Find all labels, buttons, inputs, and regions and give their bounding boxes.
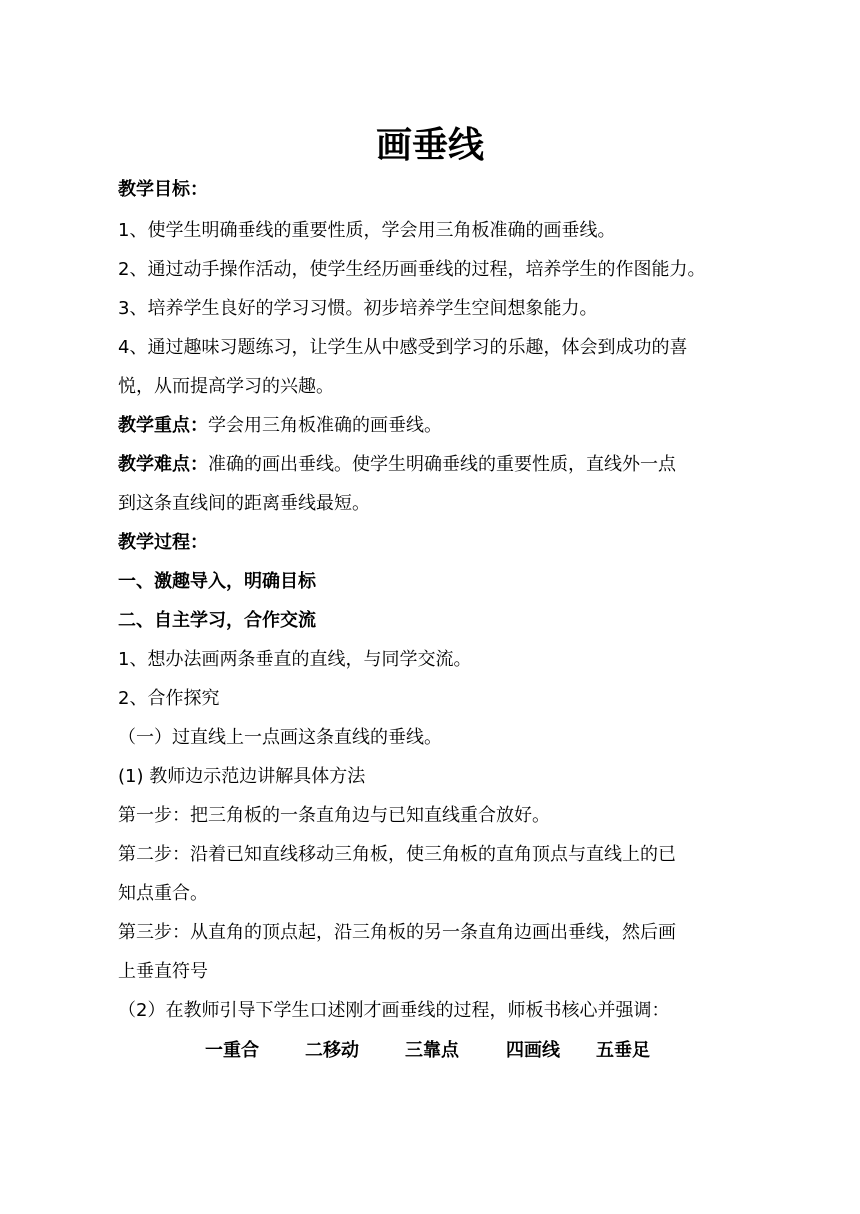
process-line: 上垂直符号 — [118, 961, 208, 982]
objective-item: 悦，从而提高学习的兴趣。 — [118, 376, 334, 397]
step-item: 四画线 — [506, 1040, 560, 1061]
difficulty-label: 教学难点： — [118, 454, 208, 475]
page-title: 画垂线 — [375, 125, 484, 166]
process-line: 第三步：从直角的顶点起，沿三角板的另一条直角边画出垂线，然后画 — [118, 922, 676, 943]
process-heading: 教学过程： — [118, 532, 208, 553]
objectives-heading: 教学目标： — [118, 179, 208, 200]
difficulty-text: 准确的画出垂线。使学生明确垂线的重要性质，直线外一点 — [208, 454, 676, 475]
key-point-label: 教学重点： — [118, 415, 208, 436]
process-line: （2）在教师引导下学生口述刚才画垂线的过程，师板书核心并强调： — [118, 1000, 670, 1021]
objective-item: 4、通过趣味习题练习，让学生从中感受到学习的乐趣，体会到成功的喜 — [118, 337, 688, 358]
difficulty-text-continued: 到这条直线间的距离垂线最短。 — [118, 493, 370, 514]
difficulty — [118, 452, 742, 478]
process-line: （一）过直线上一点画这条直线的垂线。 — [118, 727, 442, 748]
process-line: 知点重合。 — [118, 883, 208, 904]
key-point-text: 学会用三角板准确的画垂线。 — [208, 415, 442, 436]
step-item: 五垂足 — [596, 1040, 650, 1061]
process-line: 1、想办法画两条垂直的直线，与同学交流。 — [118, 649, 472, 670]
step-item: 一重合 — [205, 1040, 259, 1061]
process-line: 第二步：沿着已知直线移动三角板，使三角板的直角顶点与直线上的已 — [118, 844, 676, 865]
process-line: 第一步：把三角板的一条直角边与已知直线重合放好。 — [118, 805, 550, 826]
process-line: (1) 教师边示范边讲解具体方法 — [118, 766, 366, 787]
step-item: 三靠点 — [405, 1040, 459, 1061]
step-item: 二移动 — [305, 1040, 359, 1061]
key-point — [118, 413, 742, 439]
objective-item: 2、通过动手操作活动，使学生经历画垂线的过程，培养学生的作图能力。 — [118, 259, 706, 280]
objective-item: 3、培养学生良好的学习习惯。初步培养学生空间想象能力。 — [118, 298, 598, 319]
section-heading: 二、自主学习，合作交流 — [118, 610, 316, 631]
process-line: 2、合作探究 — [118, 688, 220, 709]
objective-item: 1、使学生明确垂线的重要性质，学会用三角板准确的画垂线。 — [118, 220, 616, 241]
section-heading: 一、激趣导入，明确目标 — [118, 571, 316, 592]
core-steps — [205, 1038, 650, 1064]
